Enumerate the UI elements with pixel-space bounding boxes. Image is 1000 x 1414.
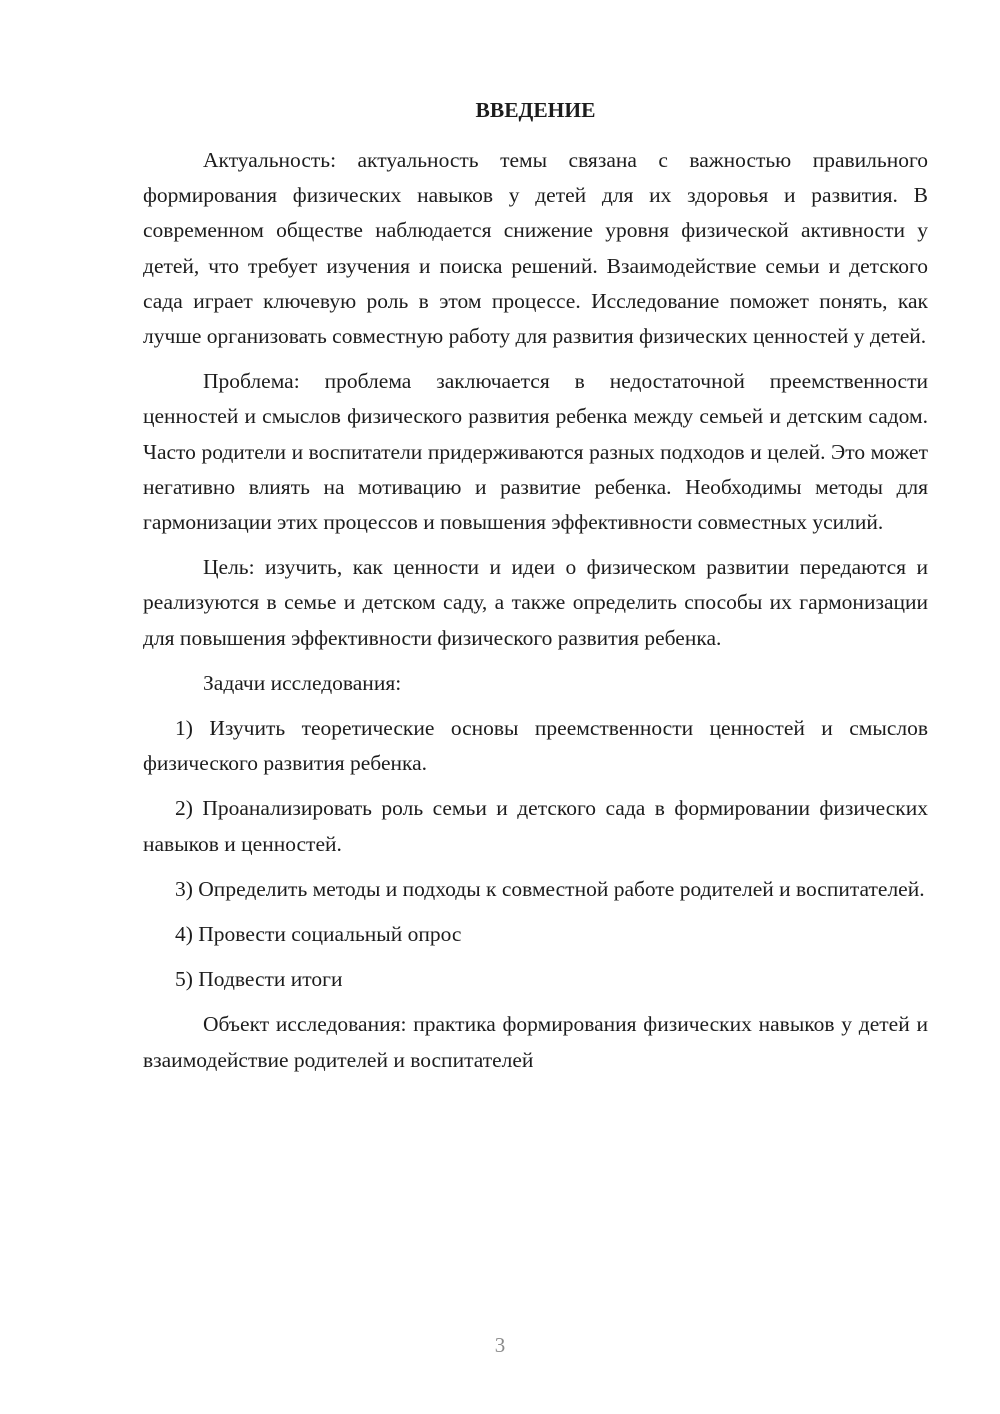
object-paragraph: Объект исследования: практика формирования физических навыков у детей и взаимодействие родителей и воспитателей	[143, 1012, 928, 1072]
tasks-heading: Задачи исследования:	[203, 670, 402, 695]
problem-paragraph: Проблема: проблема заключается в недостаточной преемственности ценностей и смыслов физического развития ребенка между семьей и детским садом. Часто родители и воспитатели придерживаются разных подходов и целей. Это может негативно влиять на мотивацию и развитие ребенка. Необходимы методы для гармонизации этих процессов и повышения эффективности совместных усилий.	[143, 369, 928, 535]
page-number: 3	[494, 1333, 506, 1357]
task-item: 3) Определить методы и подходы к совместной работе родителей и воспитателей.	[175, 876, 925, 901]
task-item: 1) Изучить теоретические основы преемственности ценностей и смыслов физического развития ребенка.	[143, 716, 928, 776]
relevance-paragraph: Актуальность: актуальность темы связана с важностью правильного формирования физических навыков у детей для их здоровья и развития. В современном обществе наблюдается снижение уровня физической активности у детей, что требует изучения и поиска решений. Взаимодействие семьи и детского сада играет ключевую роль в этом процессе. Исследование поможет понять, как лучше организовать совместную работу для развития физических ценностей у детей.	[143, 148, 928, 349]
section-title: ВВЕДЕНИЕ	[475, 98, 596, 122]
task-item: 5) Подвести итоги	[175, 967, 343, 992]
goal-paragraph: Цель: изучить, как ценности и идеи о физическом развитии передаются и реализуются в семье и детском саду, а также определить способы их гармонизации для повышения эффективности физического развития ребенка.	[143, 555, 928, 650]
task-item: 4) Провести социальный опрос	[175, 922, 462, 947]
task-item: 2) Проанализировать роль семьи и детского сада в формировании физических навыков и ценностей.	[143, 796, 928, 856]
document-page	[143, 95, 928, 1088]
